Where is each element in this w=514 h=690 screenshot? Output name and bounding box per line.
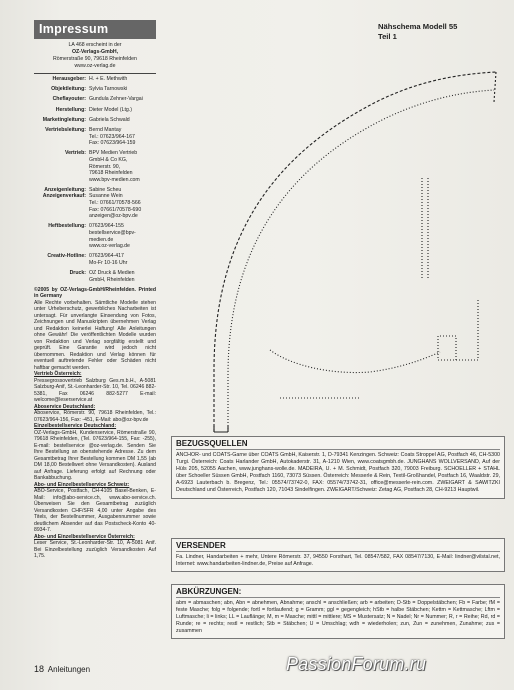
impressum-row — [34, 253, 156, 266]
impressum-row-label: Heftbestellung: — [48, 223, 86, 230]
impressum-column — [34, 20, 156, 560]
copyright-heading: ©2005 by OZ-Verlags-GmbH/Rheinfelden. Printed in Germany — [34, 286, 156, 300]
pattern-small-box — [438, 336, 456, 360]
impressum-row-label: Objektleitung: — [51, 86, 86, 93]
pattern-lower-line — [270, 350, 440, 373]
pattern-vertical-inner — [422, 178, 428, 280]
bezugsquellen-heading: BEZUGSQUELLEN — [176, 439, 248, 448]
intro-line: LA 468 erscheint in der — [68, 42, 122, 48]
impressum-intro — [34, 42, 156, 70]
impressum-row-value: 07623/964-155 bestellservice@bpv- medien.de www.oz-verlag.de — [89, 223, 136, 250]
pattern-inner-line — [228, 90, 494, 432]
impressum-row — [34, 150, 156, 183]
impressum-row-value: Gundula Zehner-Vargai — [89, 96, 143, 103]
impressum-row-value: Sylvia Tarnowski — [89, 86, 128, 93]
page-number: 18 — [34, 664, 45, 674]
impressum-row-label: Anzeigenleitung: Anzeigenverkauf: — [42, 186, 86, 200]
service-heading: Abo- und Einzelbestellservice Schweiz: — [34, 481, 130, 488]
impressum-row-label: Cheflayouter: — [52, 96, 86, 103]
bezugsquellen-text: ANCHOR- und COATS-Garne über COATS GmbH, Kaiserstr. 1, D-79341 Kenzingen. Schweiz: Coats Stroppel AG, Postfach 46, CH-5300 Turgi. Österreich: Coats Harlander GmbH, Autokaderstr. 31, A-1210 Wien, www.coatsgmbh.de. JUNGHANS WOLLVERSAND, Auf der Hüls 205, 52055 Aachen, www.junghans-wolle.de. MADEIRA, U. + M. Schmidt, Postfach 320, 79003 Freiburg. SCHOELLER + STAHL über Schoeller Süssen GmbH, Postfach 1160, 73073 Süssen. Österreich: Messerle & Rein, Textil-Großhandel, Postfach 16, Waaldstr. 29, A-6923 Lauterbach b. Bregenz, Tel.: 05574/73742-0, FAX: 05574/73742-31, office@messerle-rein.com. ZWEIGART & SAWITZKI Deutschland und Österreich, Postfach 120, 71043 Sindelfingen. ZWEIGART/Schweiz: Zetag AG, Postfach 28, CH-9213 Hauptwil. — [176, 452, 500, 494]
service-heading: Abo- und Einzelbestellservice Österreich: — [34, 533, 135, 540]
service-sections — [34, 371, 156, 560]
versender-box — [171, 538, 505, 572]
impressum-row-value: Sabine Scheu Susanne Wein Tel.: 07661/70578-566 Fax: 07661/70578-690 anzeigen@oz-bpv.de — [89, 186, 142, 220]
pattern-title-main: Nähschema Modell 55 — [378, 22, 458, 31]
impressum-row — [34, 96, 156, 103]
section-name: Anleitungen — [47, 665, 91, 674]
intro-address: Römerstraße 90, 79618 Rheinfelden — [53, 56, 137, 62]
impressum-legal — [34, 287, 156, 560]
impressum-row-value: BPV Medien Vertrieb GmbH & Co KG, Römerstr. 90, 79618 Rheinfelden www.bpv-medien.com — [89, 150, 140, 183]
pattern-side-line — [456, 300, 478, 360]
impressum-row — [34, 223, 156, 249]
bezugsquellen-box — [171, 436, 505, 499]
impressum-row-label: Creativ-Hotline: — [47, 253, 86, 260]
pattern-baseline — [214, 426, 228, 432]
service-heading: Einzelbestellservice Deutschland: — [34, 423, 117, 430]
impressum-row-value: 07623/964-417 Mo-Fr 10-16 Uhr — [89, 253, 128, 266]
impressum-row — [34, 107, 156, 114]
service-text: ABO-Service, Postfach, CH-4105 Basel-Benken, E-Mail: info@abo-service.ch, www.abo-service.ch. Überweisen Sie den Gesamtbetrag zuzüglich Versandkosten CHF/SFR 4,00 unter Angabe des Titels, der Bestellnummer, Ausgabennummer sowie deutlichem Absender auf das Postscheck-Konto 40-8934-7. — [34, 488, 156, 534]
service-heading: Vertrieb Österreich: — [34, 371, 82, 378]
service-text: Leser Service, St.-Leonharder-Str. 10, A-5081 Anif. Bei Einzelbestellung zuzüglich Versandkosten Auf 1,75. — [34, 540, 156, 560]
service-heading: Aboservice Deutschland: — [34, 403, 96, 410]
watermark: PassionForum.ru — [286, 654, 427, 674]
pattern-outer-line — [214, 72, 496, 432]
impressum-row — [34, 86, 156, 93]
service-text: OZ-Verlags-GmbH, Kundenservice, Römerstraße 90, 79618 Rheinfelden, (Tel. 07623/964-155, Fax: -255), E-mail: bestellservice @oz-verlag.de. Senden Sie Ihre Bestellung an obenstehende Adresse. Zu dem Gesamtbetrag Ihrer Bestellung kommen DM 1,55 (ab DM 18,00 Bestellwert ohne Versandkosten). Ausland auf Anfrage. Lieferung erfolgt auf Rechnung oder Bankabbuchung. — [34, 429, 156, 482]
impressum-row — [34, 270, 156, 283]
abkuerzungen-text: abm = abmaschen; abn, Abn = abnehmen, Abnahme; anschl = anschließen; arb = arbeiten; D-Stb = Doppelstäbchen; Fb = Farbe; fM = feste Masche; folg = folgende; fortl = fortlaufend; g = Gramm; ggl = gegengleich; hStb = halbe Stäbchen; Kettm = Kettmasche; Lftm = Luftmasche; li = links; LL = Lauflänge; M, m = Masche; mittl = mittlere; MS = Mustersatz; N = Nadel; Nr = Nummer; R, r = Reihe; Rd, rd = Runde; re = rechts; restl = restlich; Stb = Stäbchen; U = Umschlag; wdh = wiederholen; zun, Zun = zunehmen, Zunahme; zus = zusammen — [176, 600, 500, 635]
versender-heading: VERSENDER — [176, 541, 226, 550]
pattern-right-edge — [494, 72, 496, 102]
impressum-row-value: Dieter Model (Ltg.) — [89, 106, 132, 113]
impressum-row-value: H. + E. Methwith — [89, 76, 128, 82]
impressum-row-value: Bernd Mantay Tel.: 07623/964-167 Fax: 07623/964-159 — [89, 126, 136, 147]
impressum-row-label: Druck: — [69, 270, 86, 277]
impressum-row-label: Marketingleitung: — [42, 116, 86, 123]
impressum-row-label: Herausgeber: — [52, 76, 86, 82]
impressum-row — [34, 127, 156, 147]
page-folio — [34, 664, 90, 674]
impressum-row-value: OZ Druck & Medien GmbH, Rheinfelden — [89, 270, 135, 283]
service-text: Aboservice, Römerstr. 90, 79618 Rheinfelden, Tel.: 07623/964-156, Fax: -451, E-Mail: abo@oz-bpv.de — [34, 410, 156, 423]
impressum-staff-list — [34, 76, 156, 283]
service-text: Pressegrossovertrieb Salzburg Ges.m.b.H., A-5081 Salzburg-Anif, St.-Leonharder-Str. 10, Tel. 06246 882-5381, Fax 06246 882-5277 E-mail: welcome@leserservice.at — [34, 377, 156, 404]
abkuerzungen-box — [171, 584, 505, 639]
impressum-row — [34, 76, 156, 83]
impressum-title: Impressum — [34, 20, 156, 39]
impressum-row — [34, 117, 156, 124]
copyright-text: Alle Rechte vorbehalten. Sämtliche Modelle stehen unter Urheberschutz, gewerbliches Nacharbeiten ist untersagt. Für unverlangte Einsendung von Fotos, Zeichnungen und Manuskripten übernehmen Verlag und Redaktion keinerlei Haftung! Alle Anleitungen ohne Gewähr! Die veröffentlichten Modelle wurden von Redaktion und Verlag sorgfältig erstellt und geprüft. Eine Garantie wird jedoch nicht übernommen. Redaktion und Verlag können für eventuell auftretende Fehler oder Schäden nicht haftbar gemacht werden. — [34, 299, 156, 371]
impressum-row-label: Herstellung: — [55, 106, 86, 113]
sewing-pattern-diagram — [160, 30, 500, 440]
impressum-row-value: Gabriela Schwald — [89, 116, 130, 123]
versender-text: Fa. Lindner, Handarbeiten + mehr, Untere Römerstr. 37, 94550 Forsthart, Tel. 08547/582, FAX 08547/7130, E-Mail: lindner@vilstal.net, Internet: www.handarbeiten-lindner.de, Preise auf Anfrage. — [176, 554, 500, 568]
impressum-row-label: Vertriebsleitung: — [45, 126, 86, 133]
intro-publisher: OZ-Verlags-GmbH, — [71, 49, 119, 55]
intro-website: www.oz-verlag.de — [74, 63, 116, 69]
divider — [34, 73, 156, 74]
pattern-title-part: Teil 1 — [378, 31, 397, 41]
impressum-row-label: Vertrieb: — [64, 150, 86, 157]
impressum-row — [34, 187, 156, 220]
abkuerzungen-heading: ABKÜRZUNGEN: — [176, 587, 242, 596]
